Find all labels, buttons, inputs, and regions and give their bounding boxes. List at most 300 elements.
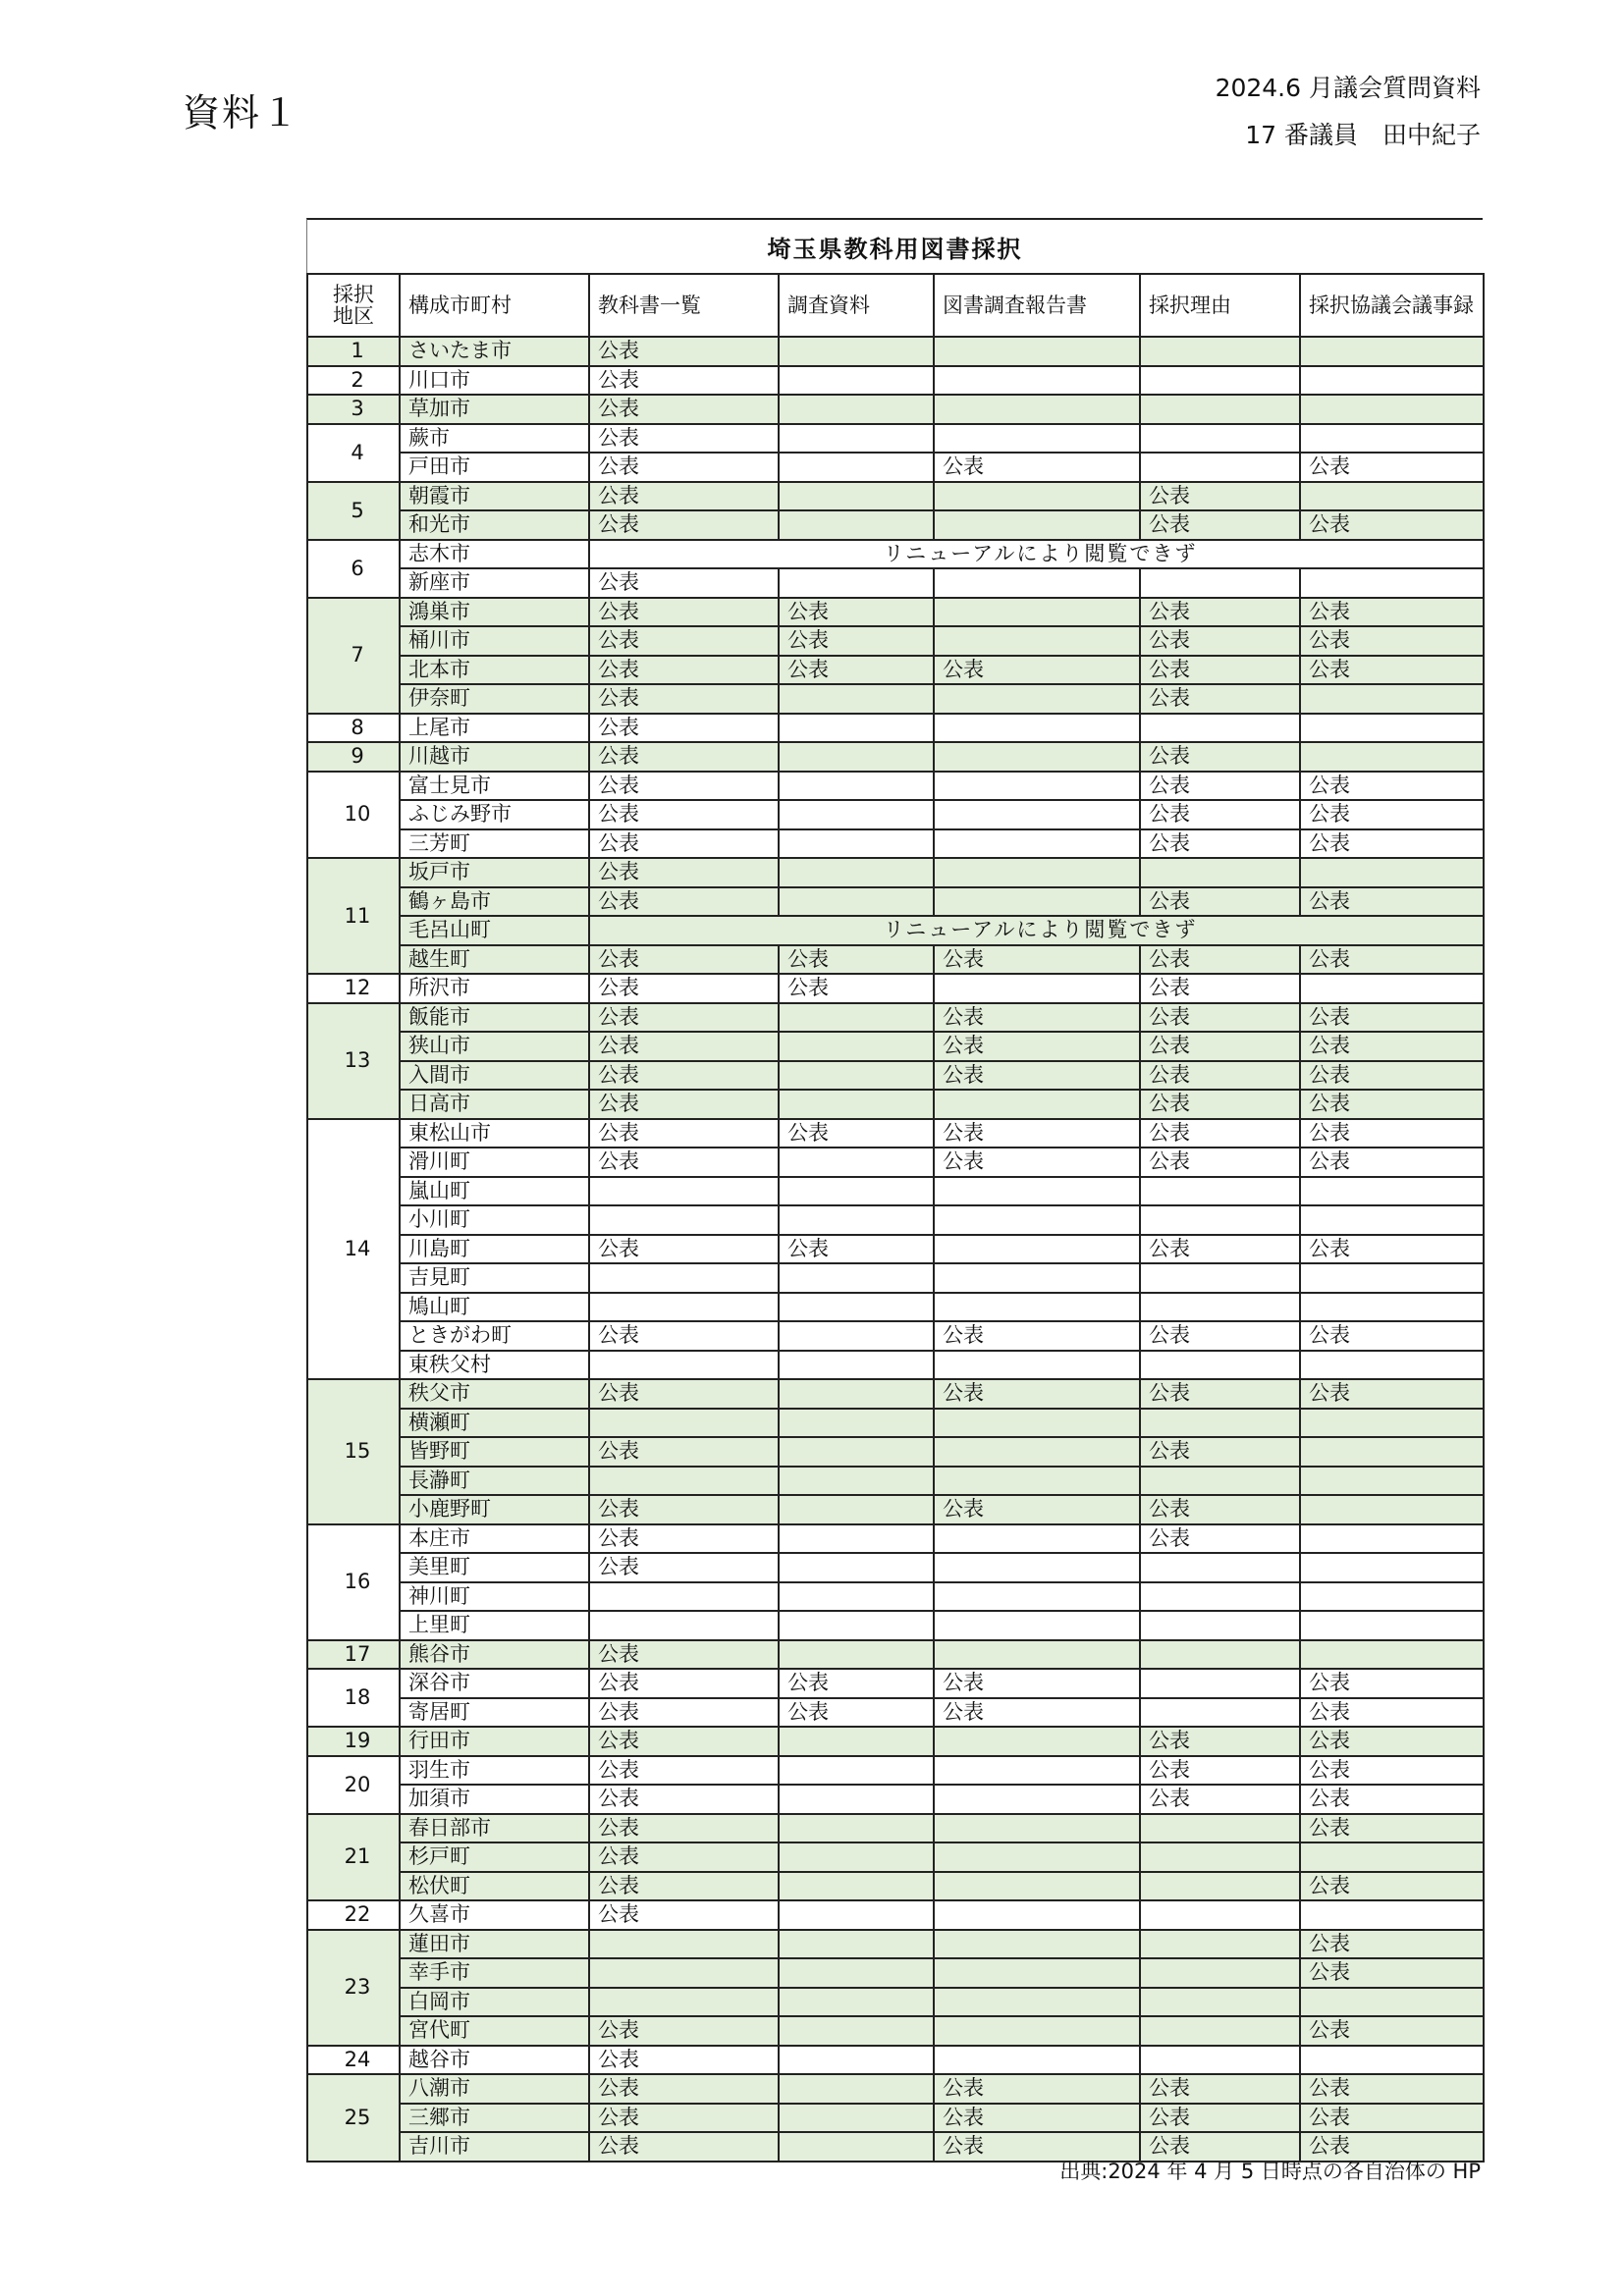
adoption-reason-cell: 公表: [1140, 1437, 1300, 1467]
textbook-list-cell: 公表: [589, 714, 779, 743]
council-minutes-cell: [1300, 1293, 1484, 1322]
adoption-reason-cell: [1140, 424, 1300, 454]
council-minutes-cell: 公表: [1300, 656, 1484, 685]
table-row: [307, 1582, 1484, 1612]
municipality-cell: 横瀬町: [400, 1409, 589, 1438]
district-cell: 21: [307, 1814, 400, 1901]
municipality-cell: 寄居町: [400, 1698, 589, 1728]
district-cell: 2: [307, 366, 400, 396]
adoption-reason-cell: [1140, 1611, 1300, 1640]
district-cell: 15: [307, 1379, 400, 1524]
book-survey-report-cell: [934, 858, 1140, 887]
textbook-list-cell: [589, 1467, 779, 1496]
district-cell: 3: [307, 395, 400, 424]
table-row: [307, 366, 1484, 396]
survey-material-cell: [779, 1003, 934, 1033]
book-survey-report-cell: [934, 598, 1140, 627]
municipality-cell: 皆野町: [400, 1437, 589, 1467]
survey-material-cell: [779, 337, 934, 366]
municipality-cell: 志木市: [400, 540, 589, 569]
col-header-municipality: 構成市町村: [400, 274, 589, 337]
table-body: [307, 337, 1484, 2162]
adoption-reason-cell: [1140, 1900, 1300, 1930]
textbook-list-cell: [589, 1611, 779, 1640]
adoption-reason-cell: 公表: [1140, 800, 1300, 829]
textbook-list-cell: 公表: [589, 510, 779, 540]
table-row: [307, 1698, 1484, 1728]
col-header-district: [307, 274, 400, 337]
survey-material-cell: [779, 1785, 934, 1814]
table-row: [307, 337, 1484, 366]
table-row: [307, 1958, 1484, 1988]
municipality-cell: 幸手市: [400, 1958, 589, 1988]
book-survey-report-cell: [934, 1582, 1140, 1612]
survey-material-cell: 公表: [779, 945, 934, 975]
council-minutes-cell: [1300, 1495, 1484, 1524]
adoption-reason-cell: 公表: [1140, 1495, 1300, 1524]
district-cell: 17: [307, 1640, 400, 1670]
municipality-cell: 川越市: [400, 742, 589, 772]
unavailable-note: リニューアルにより閲覧できず: [589, 540, 1484, 569]
municipality-cell: 久喜市: [400, 1900, 589, 1930]
textbook-list-cell: 公表: [589, 829, 779, 859]
council-minutes-cell: 公表: [1300, 1061, 1484, 1091]
adoption-reason-cell: 公表: [1140, 1785, 1300, 1814]
municipality-cell: 和光市: [400, 510, 589, 540]
textbook-list-cell: 公表: [589, 1090, 779, 1119]
textbook-list-cell: 公表: [589, 1872, 779, 1901]
table-row: [307, 1842, 1484, 1872]
council-minutes-cell: 公表: [1300, 626, 1484, 656]
table-row: [307, 1669, 1484, 1698]
table-row: [307, 1495, 1484, 1524]
municipality-cell: 東秩父村: [400, 1351, 589, 1380]
council-minutes-cell: [1300, 1640, 1484, 1670]
book-survey-report-cell: 公表: [934, 2074, 1140, 2104]
textbook-list-cell: [589, 1958, 779, 1988]
survey-material-cell: [779, 1814, 934, 1843]
municipality-cell: 上尾市: [400, 714, 589, 743]
book-survey-report-cell: [934, 1263, 1140, 1293]
book-survey-report-cell: 公表: [934, 1032, 1140, 1061]
table-row: [307, 395, 1484, 424]
table-row: [307, 1467, 1484, 1496]
municipality-cell: 伊奈町: [400, 684, 589, 714]
table-row: [307, 887, 1484, 917]
textbook-list-cell: 公表: [589, 1321, 779, 1351]
table-row: [307, 1293, 1484, 1322]
book-survey-report-cell: 公表: [934, 1061, 1140, 1091]
council-minutes-cell: 公表: [1300, 1119, 1484, 1148]
table-row: [307, 772, 1484, 801]
adoption-reason-cell: [1140, 366, 1300, 396]
council-minutes-cell: 公表: [1300, 2104, 1484, 2133]
table-row: [307, 1061, 1484, 1091]
textbook-list-cell: [589, 1293, 779, 1322]
municipality-cell: 本庄市: [400, 1524, 589, 1554]
adoption-reason-cell: 公表: [1140, 1235, 1300, 1264]
council-minutes-cell: 公表: [1300, 510, 1484, 540]
book-survey-report-cell: [934, 1090, 1140, 1119]
adoption-reason-cell: [1140, 1872, 1300, 1901]
municipality-cell: 戸田市: [400, 453, 589, 482]
adoption-reason-cell: 公表: [1140, 598, 1300, 627]
survey-material-cell: [779, 366, 934, 396]
survey-material-cell: [779, 742, 934, 772]
book-survey-report-cell: [934, 974, 1140, 1003]
table-title: 埼玉県教科用図書採択: [306, 218, 1483, 273]
textbook-list-cell: 公表: [589, 366, 779, 396]
textbook-list-cell: [589, 1351, 779, 1380]
survey-material-cell: [779, 395, 934, 424]
council-minutes-cell: 公表: [1300, 1235, 1484, 1264]
council-minutes-cell: [1300, 1351, 1484, 1380]
adoption-reason-cell: 公表: [1140, 829, 1300, 859]
book-survey-report-cell: [934, 1785, 1140, 1814]
table-row: [307, 916, 1484, 945]
council-minutes-cell: 公表: [1300, 1090, 1484, 1119]
textbook-list-cell: [589, 1177, 779, 1206]
textbook-list-cell: 公表: [589, 800, 779, 829]
survey-material-cell: [779, 453, 934, 482]
municipality-cell: 小鹿野町: [400, 1495, 589, 1524]
district-cell: 6: [307, 540, 400, 598]
textbook-list-cell: 公表: [589, 2074, 779, 2104]
book-survey-report-cell: 公表: [934, 1003, 1140, 1033]
survey-material-cell: [779, 2104, 934, 2133]
book-survey-report-cell: [934, 366, 1140, 396]
municipality-cell: 鴻巣市: [400, 598, 589, 627]
council-minutes-cell: 公表: [1300, 1003, 1484, 1033]
municipality-cell: 春日部市: [400, 1814, 589, 1843]
book-survey-report-cell: [934, 1640, 1140, 1670]
source-note: 出典:2024 年 4 月 5 日時点の各自治体の HP: [1059, 2160, 1481, 2183]
book-survey-report-cell: [934, 482, 1140, 511]
textbook-list-cell: 公表: [589, 1814, 779, 1843]
municipality-cell: 上里町: [400, 1611, 589, 1640]
council-minutes-cell: [1300, 858, 1484, 887]
municipality-cell: 杉戸町: [400, 1842, 589, 1872]
council-minutes-cell: 公表: [1300, 1930, 1484, 1959]
table-row: [307, 1611, 1484, 1640]
table-row: [307, 540, 1484, 569]
municipality-cell: 加須市: [400, 1785, 589, 1814]
municipality-cell: 蓮田市: [400, 1930, 589, 1959]
municipality-cell: 川島町: [400, 1235, 589, 1264]
municipality-cell: 鶴ヶ島市: [400, 887, 589, 917]
district-cell: 12: [307, 974, 400, 1003]
textbook-list-cell: 公表: [589, 424, 779, 454]
survey-material-cell: [779, 829, 934, 859]
municipality-cell: 行田市: [400, 1727, 589, 1756]
book-survey-report-cell: [934, 424, 1140, 454]
table-row: [307, 2074, 1484, 2104]
textbook-list-cell: 公表: [589, 568, 779, 598]
adoption-reason-cell: [1140, 1930, 1300, 1959]
survey-material-cell: [779, 1640, 934, 1670]
adoption-reason-cell: 公表: [1140, 1003, 1300, 1033]
council-minutes-cell: [1300, 366, 1484, 396]
survey-material-cell: [779, 1582, 934, 1612]
district-cell: 19: [307, 1727, 400, 1756]
council-minutes-cell: 公表: [1300, 1785, 1484, 1814]
book-survey-report-cell: 公表: [934, 1119, 1140, 1148]
municipality-cell: 秩父市: [400, 1379, 589, 1409]
textbook-list-cell: 公表: [589, 1698, 779, 1728]
council-minutes-cell: [1300, 1524, 1484, 1554]
survey-material-cell: [779, 1842, 934, 1872]
council-minutes-cell: 公表: [1300, 1756, 1484, 1786]
council-minutes-cell: [1300, 742, 1484, 772]
table-row: [307, 1205, 1484, 1235]
survey-material-cell: [779, 2046, 934, 2075]
textbook-list-cell: 公表: [589, 1727, 779, 1756]
municipality-cell: 美里町: [400, 1553, 589, 1582]
survey-material-cell: [779, 1263, 934, 1293]
header-text: 図書調査報告書: [943, 293, 1087, 317]
table-row: [307, 1177, 1484, 1206]
survey-material-cell: [779, 1437, 934, 1467]
council-minutes-cell: 公表: [1300, 1321, 1484, 1351]
adoption-reason-cell: [1140, 1582, 1300, 1612]
municipality-cell: 狭山市: [400, 1032, 589, 1061]
council-minutes-cell: 公表: [1300, 1148, 1484, 1177]
book-survey-report-cell: [934, 1727, 1140, 1756]
adoption-reason-cell: 公表: [1140, 2132, 1300, 2162]
book-survey-report-cell: [934, 1988, 1140, 2017]
adoption-reason-cell: [1140, 453, 1300, 482]
council-minutes-cell: 公表: [1300, 772, 1484, 801]
textbook-list-cell: 公表: [589, 974, 779, 1003]
adoption-reason-cell: [1140, 1351, 1300, 1380]
survey-material-cell: 公表: [779, 1235, 934, 1264]
council-minutes-cell: [1300, 1409, 1484, 1438]
table-row: [307, 568, 1484, 598]
survey-material-cell: [779, 1032, 934, 1061]
adoption-reason-cell: 公表: [1140, 772, 1300, 801]
district-cell: 23: [307, 1930, 400, 2046]
textbook-list-cell: [589, 1263, 779, 1293]
survey-material-cell: [779, 800, 934, 829]
municipality-cell: 神川町: [400, 1582, 589, 1612]
survey-material-cell: [779, 714, 934, 743]
textbook-list-cell: 公表: [589, 1119, 779, 1148]
council-minutes-cell: [1300, 395, 1484, 424]
book-survey-report-cell: [934, 1293, 1140, 1322]
textbook-list-cell: 公表: [589, 945, 779, 975]
survey-material-cell: [779, 1409, 934, 1438]
district-cell: 25: [307, 2074, 400, 2162]
adoption-reason-cell: [1140, 858, 1300, 887]
book-survey-report-cell: [934, 1524, 1140, 1554]
district-cell: 13: [307, 1003, 400, 1119]
survey-material-cell: 公表: [779, 598, 934, 627]
municipality-cell: 嵐山町: [400, 1177, 589, 1206]
adoption-reason-cell: 公表: [1140, 684, 1300, 714]
survey-material-cell: [779, 1321, 934, 1351]
book-survey-report-cell: 公表: [934, 1698, 1140, 1728]
survey-material-cell: [779, 684, 934, 714]
unavailable-note: リニューアルにより閲覧できず: [589, 916, 1484, 945]
table-row: [307, 1409, 1484, 1438]
survey-material-cell: [779, 1988, 934, 2017]
table-row: [307, 1814, 1484, 1843]
municipality-cell: 新座市: [400, 568, 589, 598]
district-cell: 5: [307, 482, 400, 540]
book-survey-report-cell: [934, 1930, 1140, 1959]
survey-material-cell: [779, 1061, 934, 1091]
council-minutes-cell: [1300, 1988, 1484, 2017]
council-minutes-cell: [1300, 1842, 1484, 1872]
adoption-reason-cell: 公表: [1140, 1148, 1300, 1177]
survey-material-cell: [779, 2016, 934, 2046]
council-minutes-cell: 公表: [1300, 1814, 1484, 1843]
textbook-list-cell: 公表: [589, 2132, 779, 2162]
survey-material-cell: [779, 1756, 934, 1786]
municipality-cell: ふじみ野市: [400, 800, 589, 829]
book-survey-report-cell: 公表: [934, 1148, 1140, 1177]
adoption-reason-cell: [1140, 395, 1300, 424]
table-row: [307, 453, 1484, 482]
book-survey-report-cell: [934, 1958, 1140, 1988]
adoption-reason-cell: 公表: [1140, 1032, 1300, 1061]
adoption-reason-cell: [1140, 1553, 1300, 1582]
textbook-list-cell: 公表: [589, 1032, 779, 1061]
district-cell: 8: [307, 714, 400, 743]
council-minutes-cell: 公表: [1300, 598, 1484, 627]
textbook-list-cell: 公表: [589, 1756, 779, 1786]
council-minutes-cell: [1300, 1177, 1484, 1206]
table-row: [307, 1119, 1484, 1148]
table-row: [307, 1756, 1484, 1786]
survey-material-cell: [779, 482, 934, 511]
col-header-book-survey-report: [934, 274, 1140, 337]
survey-material-cell: [779, 2132, 934, 2162]
adoption-reason-cell: [1140, 1467, 1300, 1496]
district-cell: 1: [307, 337, 400, 366]
municipality-cell: 吉川市: [400, 2132, 589, 2162]
book-survey-report-cell: [934, 337, 1140, 366]
municipality-cell: 蕨市: [400, 424, 589, 454]
textbook-list-cell: 公表: [589, 395, 779, 424]
council-minutes-cell: 公表: [1300, 1727, 1484, 1756]
textbook-list-cell: 公表: [589, 453, 779, 482]
council-minutes-cell: 公表: [1300, 1032, 1484, 1061]
survey-material-cell: 公表: [779, 1698, 934, 1728]
municipality-cell: 坂戸市: [400, 858, 589, 887]
textbook-list-cell: 公表: [589, 684, 779, 714]
textbook-list-cell: 公表: [589, 2104, 779, 2133]
survey-material-cell: [779, 1148, 934, 1177]
book-survey-report-cell: 公表: [934, 1669, 1140, 1698]
table-row: [307, 2016, 1484, 2046]
table-row: [307, 1090, 1484, 1119]
adoption-reason-cell: [1140, 568, 1300, 598]
council-minutes-cell: 公表: [1300, 800, 1484, 829]
adoption-reason-cell: [1140, 1293, 1300, 1322]
council-minutes-cell: [1300, 1437, 1484, 1467]
adoption-reason-cell: [1140, 1669, 1300, 1698]
book-survey-report-cell: [934, 395, 1140, 424]
survey-material-cell: [779, 1177, 934, 1206]
book-survey-report-cell: 公表: [934, 1495, 1140, 1524]
survey-material-cell: [779, 1467, 934, 1496]
book-survey-report-cell: [934, 1842, 1140, 1872]
textbook-list-cell: [589, 1988, 779, 2017]
book-survey-report-cell: [934, 1814, 1140, 1843]
book-survey-report-cell: 公表: [934, 1379, 1140, 1409]
adoption-reason-cell: [1140, 1263, 1300, 1293]
book-survey-report-cell: [934, 1467, 1140, 1496]
adoption-reason-cell: [1140, 1842, 1300, 1872]
book-survey-report-cell: [934, 887, 1140, 917]
book-survey-report-cell: [934, 1900, 1140, 1930]
council-minutes-cell: [1300, 1205, 1484, 1235]
council-minutes-cell: [1300, 568, 1484, 598]
textbook-list-cell: [589, 1582, 779, 1612]
municipality-cell: 越生町: [400, 945, 589, 975]
table-row: [307, 1148, 1484, 1177]
municipality-cell: 吉見町: [400, 1263, 589, 1293]
survey-material-cell: [779, 1379, 934, 1409]
book-survey-report-cell: [934, 829, 1140, 859]
council-minutes-cell: [1300, 482, 1484, 511]
municipality-cell: 長瀞町: [400, 1467, 589, 1496]
table-row: [307, 1235, 1484, 1264]
district-cell: 24: [307, 2046, 400, 2075]
municipality-cell: 朝霞市: [400, 482, 589, 511]
district-cell: 7: [307, 598, 400, 714]
table-row: [307, 1900, 1484, 1930]
table-row: [307, 858, 1484, 887]
council-minutes-cell: [1300, 974, 1484, 1003]
adoption-reason-cell: [1140, 1698, 1300, 1728]
adoption-reason-cell: 公表: [1140, 1061, 1300, 1091]
municipality-cell: 飯能市: [400, 1003, 589, 1033]
adoption-reason-cell: 公表: [1140, 626, 1300, 656]
district-cell: 4: [307, 424, 400, 482]
table-row: [307, 1930, 1484, 1959]
municipality-cell: 小川町: [400, 1205, 589, 1235]
book-survey-report-cell: 公表: [934, 656, 1140, 685]
header-text: 採択地区: [333, 282, 374, 328]
adoption-reason-cell: 公表: [1140, 1756, 1300, 1786]
book-survey-report-cell: [934, 1205, 1140, 1235]
council-minutes-cell: [1300, 684, 1484, 714]
textbook-adoption-table: [306, 273, 1485, 2163]
adoption-reason-cell: 公表: [1140, 2104, 1300, 2133]
adoption-reason-cell: [1140, 2046, 1300, 2075]
adoption-reason-cell: 公表: [1140, 656, 1300, 685]
council-minutes-cell: [1300, 1900, 1484, 1930]
textbook-list-cell: 公表: [589, 1553, 779, 1582]
table-row: [307, 626, 1484, 656]
survey-material-cell: [779, 1524, 934, 1554]
municipality-cell: 桶川市: [400, 626, 589, 656]
book-survey-report-cell: [934, 1553, 1140, 1582]
book-survey-report-cell: 公表: [934, 945, 1140, 975]
survey-material-cell: [779, 510, 934, 540]
textbook-list-cell: 公表: [589, 1495, 779, 1524]
textbook-list-cell: 公表: [589, 482, 779, 511]
district-cell: 14: [307, 1119, 400, 1380]
book-survey-report-cell: [934, 772, 1140, 801]
survey-material-cell: 公表: [779, 1669, 934, 1698]
adoption-reason-cell: 公表: [1140, 887, 1300, 917]
municipality-cell: 日高市: [400, 1090, 589, 1119]
book-survey-report-cell: [934, 1409, 1140, 1438]
council-minutes-cell: 公表: [1300, 453, 1484, 482]
